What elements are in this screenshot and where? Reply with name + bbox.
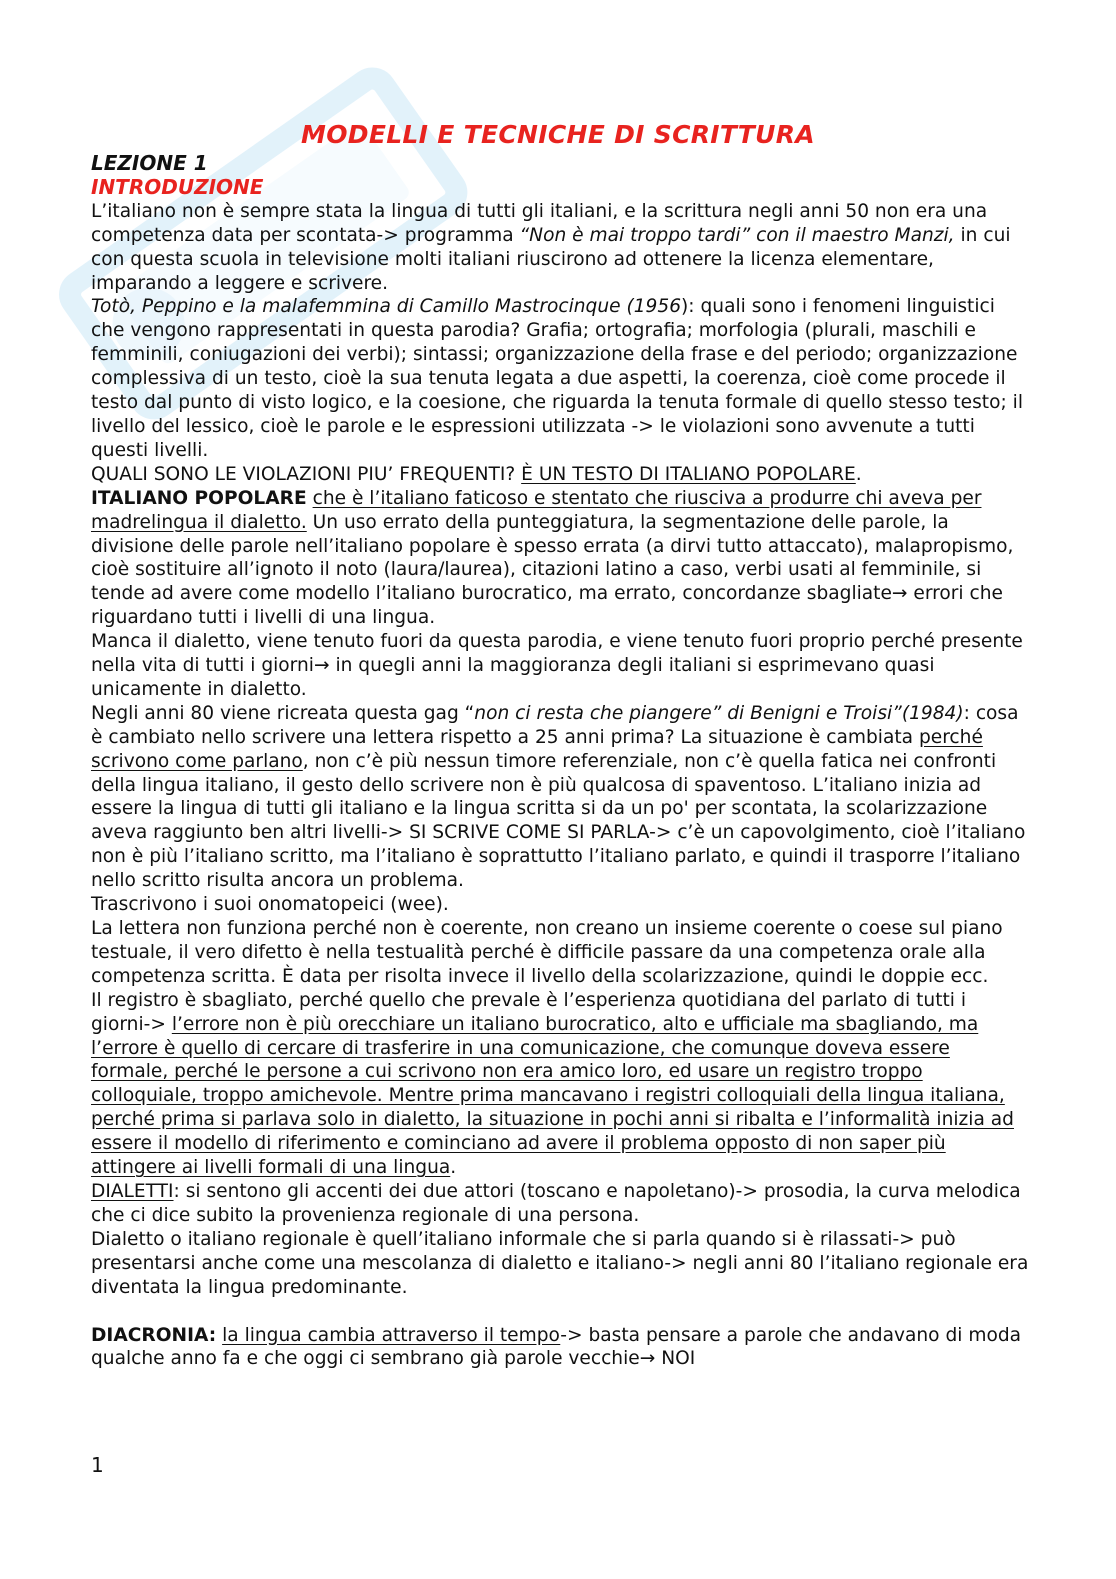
paragraph-1: L’italiano non è sempre stata la lingua di tutti gli italiani, e la scrittura negli anni 50 non era una competenza data per scontata-> programma “Non è mai troppo tardi” con il maestro Manzi, in cui con questa scuola in televisione molti italiani riuscirono ad ottenere la licenza elementare, imparando a leggere e scrivere. (91, 200, 1011, 294)
page-number: 1 (91, 1453, 104, 1477)
paragraph-12: DIACRONIA: la lingua cambia attraverso il tempo-> basta pensare a parole che andavano di moda qualche anno fa e che oggi ci sembrano già parole vecchie→ NOI (91, 1324, 1022, 1370)
document-title: MODELLI E TECNICHE DI SCRITTURA (301, 120, 815, 149)
paragraph-5: Manca il dialetto, viene tenuto fuori da questa parodia, e viene tenuto fuori proprio perché presente nella vita di tutti i giorni→ in quegli anni la maggioranza degli italiani si esprimevano quasi unicamente in dialetto. (91, 631, 1023, 700)
paragraph-9: Il registro è sbagliato, perché quello che prevale è l’esperienza quotidiana del parlato di tutti i giorni-> l’errore non è più orecchiare un italiano burocratico, alto e ufficiale ma sbagliando, ma l’errore è quello di cercare di trasferire in una comunicazione, che comunque doveva essere formale, perché le persone a cui scrivono non era amico loro, ed usare un registro troppo colloquiale, troppo amichevole. Mentre prima mancavano i registri colloquiali della lingua italiana, perché prima si parlava solo in dialetto, la situazione in pochi anni si ribalta e l’informalità inizia ad essere il modello di riferimento e cominciano ad avere il problema opposto di non saper più attingere ai livelli formali di una lingua. (91, 989, 1014, 1179)
section-heading: INTRODUZIONE (91, 174, 264, 199)
paragraph-7: Trascrivono i suoi onomatopeici (wee). (91, 894, 449, 916)
paragraph-4: ITALIANO POPOLARE che è l’italiano faticoso e stentato che riusciva a produrre chi aveva per madrelingua il dialetto. Un uso errato della punteggiatura, la segmentazione delle parole, la divisione delle parole nell’italiano popolare è spesso errata (a dirvi tutto attaccato), malapropismo, cioè sostituire all’ignoto il noto (laura/laurea), citazioni latino a caso, verbi usati al femminile, si tende ad avere come modello l’italiano burocratico, ma errato, concordanze sbagliate→ errori che riguardano tutti i livelli di una lingua. (91, 487, 1014, 629)
lesson-heading: LEZIONE 1 (91, 151, 208, 175)
paragraph-11: Dialetto o italiano regionale è quell’italiano informale che si parla quando si è rilassati-> può presentarsi anche come una mescolanza di dialetto e italiano-> negli anni 80 l’italiano regionale era diventata la lingua predominante. (91, 1228, 1029, 1298)
paragraph-2: Totò, Peppino e la malafemmina di Camillo Mastrocinque (1956): quali sono i fenomeni linguistici che vengono rappresentati in questa parodia? Grafia; ortografia; morfologia (plurali, maschili e femminili, coniugazioni dei verbi); sintassi; organizzazione della frase e del periodo; organizzazione complessiva di un testo, cioè la sua tenuta legata a due aspetti, la coerenza, cioè come procede il testo dal punto di visto logico, e la coesione, che riguarda la tenuta formale di quello stesso testo; il livello del lessico, cioè le parole e le espressioni utilizzata -> le violazioni sono avvenute a tutti questi livelli. (91, 296, 1023, 461)
paragraph-6: Negli anni 80 viene ricreata questa gag “non ci resta che piangere” di Benigni e Troisi”(1984): cosa è cambiato nello scrivere una lettera rispetto a 25 anni prima? La situazione è cambiata perché scrivono come parlano, non c’è più nessun timore referenziale, non c’è quella fatica nei confronti della lingua italiano, il gesto dello scrivere non è più qualcosa di spaventoso. L’italiano inizia ad essere la lingua di tutti gli italiano e la lingua scritta si da un po' per scontata, la scolarizzazione aveva raggiunto ben altri livelli-> SI SCRIVE COME SI PARLA-> c’è un capovolgimento, cioè l’italiano non è più l’italiano scritto, ma l’italiano è soprattutto l’italiano parlato, e quindi il trasporre l’italiano nello scritto risulta ancora un problema. (91, 702, 1026, 892)
arrow-right-icon: → (313, 655, 330, 677)
arrow-right-icon: → (639, 1348, 656, 1370)
paragraph-8: La lettera non funziona perché non è coerente, non creano un insieme coerente o coese sul piano testuale, il vero difetto è nella testualità perché è difficile passare da una competenza orale alla competenza scritta. È data per risolta invece il livello della scolarizzazione, quindi le doppie ecc. (91, 918, 1003, 987)
paragraph-10: DIALETTI: si sentono gli accenti dei due attori (toscano e napoletano)-> prosodia, la curva melodica che ci dice subito la provenienza regionale di una persona. (91, 1180, 1021, 1226)
paragraph-spacer (91, 1300, 1031, 1324)
document-body (91, 152, 1031, 1371)
paragraph-3: QUALI SONO LE VIOLAZIONI PIU’ FREQUENTI? È UN TESTO DI ITALIANO POPOLARE. (91, 463, 862, 485)
arrow-right-icon: → (891, 583, 908, 605)
